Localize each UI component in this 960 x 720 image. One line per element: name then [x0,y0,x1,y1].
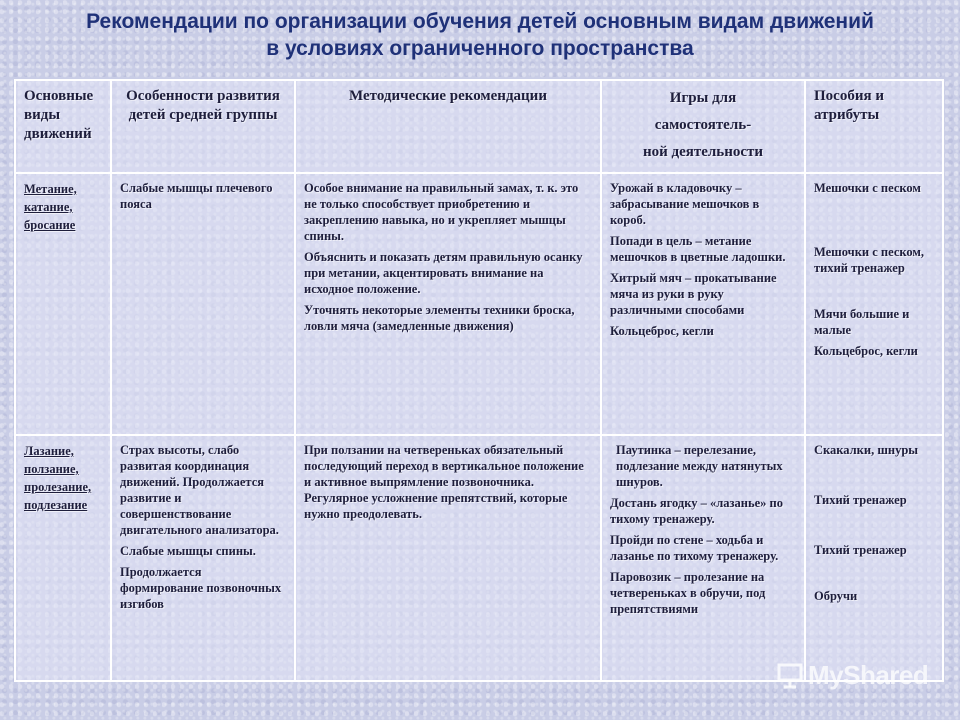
aid-item: Скакалки, шнуры [814,443,919,457]
header-games [601,80,805,173]
game-item: Пройди по стене – ходьба и лазанье по тихому тренажеру. [610,533,779,563]
table-row [15,173,943,435]
methods-text: Объяснить и показать детям правильную осанку при метании, акцентировать внимание на исходное положение. [304,250,583,296]
features-text: Слабые мышцы спины. [120,544,256,558]
features-text: Страх высоты, слабо развитая координация движений. Продолжается развитие и совершенствование двигательного анализатора. [120,443,279,537]
movement-cell: Лазание, ползание, пролезание, подлезание [15,435,111,681]
header-methods: Методические рекомендации [295,80,601,173]
methods-cell [295,435,601,681]
title-line-2: в условиях ограниченного пространства [266,37,694,60]
methods-text: Особое внимание на правильный замах, т. к. это не только способствует приобретению и закреплению навыка, но и укрепляет мышцы спины. [304,181,579,243]
game-item: Хитрый мяч – прокатывание мяча из руки в руку различными способами [610,271,777,317]
aid-item: Обручи [814,589,858,603]
features-text: Продолжается формирование позвоночных изгибов [120,565,282,611]
aids-cell [805,173,943,435]
table-header-row [15,80,943,173]
aid-item: Мешочки с песком [814,181,921,195]
header-games-line-1: Игры для [669,90,737,106]
games-cell [601,173,805,435]
game-item: Урожай в кладовочку – забрасывание мешочков в короб. [610,181,760,227]
game-item: Достань ягодку – «лазанье» по тихому тренажеру. [610,496,783,526]
aid-item: Мешочки с песком, тихий тренажер [814,245,925,275]
methods-text: Уточнять некоторые элементы техники броска, ловли мяча (замедленные движения) [304,303,575,333]
header-games-line-3: ной деятельности [642,144,764,160]
page-title [0,8,960,62]
recommendations-table [14,79,944,682]
header-movements: Основные виды движений [15,80,111,173]
watermark-text: MyShared [808,659,929,690]
features-cell [111,435,295,681]
watermark [776,660,928,690]
aid-item: Тихий тренажер [814,493,907,507]
title-line-1: Рекомендации по организации обучения детей основным видам движений [86,10,874,33]
game-item: Кольцеброс, кегли [610,324,714,338]
aid-item: Тихий тренажер [814,543,907,557]
header-features: Особенности развития детей средней группы [111,80,295,173]
movement-cell: Метание, катание, бросание [15,173,111,435]
aid-item: Мячи большие и малые [814,307,910,337]
aid-item: Кольцеброс, кегли [814,344,918,358]
games-cell [601,435,805,681]
table-row [15,435,943,681]
game-item: Паровозик – пролезание на четвереньках в обручи, под препятствиями [610,570,766,616]
header-games-line-2: самостоятель- [654,117,752,133]
features-cell [111,173,295,435]
aids-cell [805,435,943,681]
header-aids: Пособия и атрибуты [805,80,943,173]
game-item: Паутинка – перелезание, подлезание между натянутых шнуров. [616,443,783,489]
features-text: Слабые мышцы плечевого пояса [120,181,273,211]
methods-text: При ползании на четвереньках обязательный последующий переход в вертикальное положение и активное выпрямление позвоночника. Регулярное усложнение препятствий, которые нужно преодолевать. [304,443,584,521]
game-item: Попади в цель – метание мешочков в цветные ладошки. [610,234,786,264]
methods-cell [295,173,601,435]
projector-screen-icon [776,661,804,689]
